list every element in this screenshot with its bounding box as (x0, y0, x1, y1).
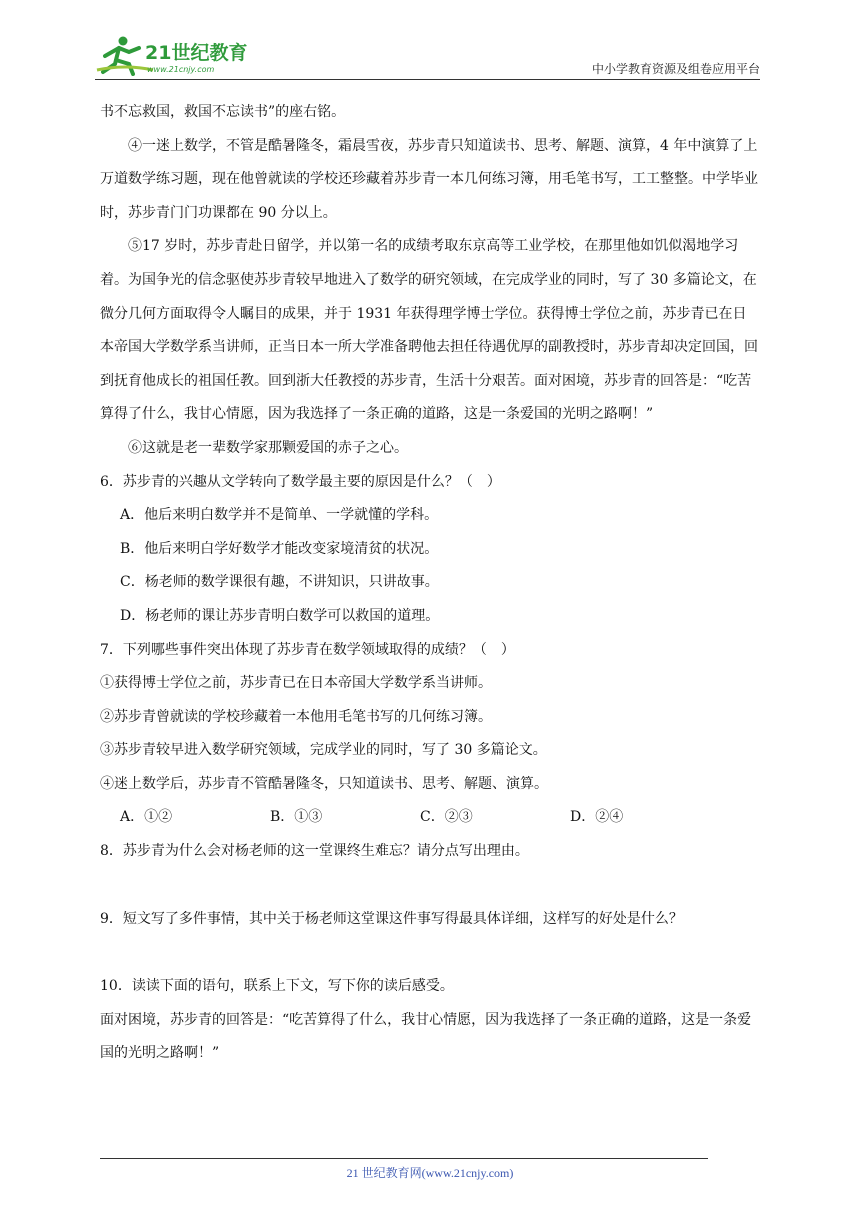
question-7-stem: 7．下列哪些事件突出体现了苏步青在数学领域取得的成绩？（ ） (100, 641, 515, 658)
question-6-option-d: D．杨老师的课让苏步青明白数学可以救国的道理。 (120, 607, 440, 624)
question-7-item-2: ②苏步青曾就读的学校珍藏着一本他用毛笔书写的几何练习簿。 (100, 708, 492, 725)
header-rule (95, 79, 760, 80)
svg-text:www.21cnjy.com: www.21cnjy.com (147, 65, 215, 74)
answer-space-8 (100, 869, 760, 903)
question-10-quote: 面对困境，苏步青的回答是：“吃苦算得了什么，我甘心情愿，因为我选择了一条正确的道路，这是一条爱国的光明之路啊！” (100, 1011, 752, 1062)
answer-space-9 (100, 936, 760, 970)
question-6-stem: 6．苏步青的兴趣从文学转向了数学最主要的原因是什么？（ ） (100, 473, 501, 490)
footer-text: 21 世纪教育网(www.21cnjy.com) (346, 1166, 514, 1180)
runner-logo-icon (95, 34, 265, 76)
passage-paragraph-5: ⑤17 岁时，苏步青赴日留学，并以第一名的成绩考取东京高等工业学校，在那里他如饥似渴地学习着。为国争光的信念驱使苏步青较早地进入了数学的研究领域，在完成学业的同时，写了 30 多篇论文，在微分几何方面取得令人瞩目的成果，并于 1931 年获得理学博士学位。获得博士学位之前，苏步青已在日本帝国大学数学系当讲师，正当日本一所大学准备聘他去担任待遇优厚的副教授时，苏步青却决定回国，回到抚育他成长的祖国任教。回到浙大任教授的苏步青，生活十分艰苦。面对困境，苏步青的回答是：“吃苦算得了什么，我甘心情愿，因为我选择了一条正确的道路，这是一条爱国的光明之路啊！” (100, 238, 758, 423)
question-10-stem: 10．读读下面的语句，联系上下文，写下你的读后感受。 (100, 978, 454, 995)
question-7-item-4: ④迷上数学后，苏步青不管酷暑隆冬，只知道读书、思考、解题、演算。 (100, 775, 548, 792)
question-7-choice-d: D．②④ (570, 809, 624, 826)
platform-name: 中小学教育资源及组卷应用平台 (591, 62, 760, 76)
passage-paragraph-4: ④一迷上数学，不管是酷暑隆冬，霜晨雪夜，苏步青只知道读书、思考、解题、演算，4 年中演算了上万道数学练习题，现在他曾就读的学校还珍藏着苏步青一本几何练习簿，用毛笔书写，工工整整。中学毕业时，苏步青门门功课都在 90 分以上。 (100, 137, 758, 221)
question-8-stem: 8．苏步青为什么会对杨老师的这一堂课终生难忘？请分点写出理由。 (100, 843, 529, 860)
passage-paragraph-6: ⑥这就是老一辈数学家那颗爱国的赤子之心。 (128, 439, 408, 456)
page-header (95, 30, 760, 80)
footer-rule (100, 1158, 708, 1159)
question-7-choices (100, 801, 760, 835)
question-7-item-3: ③苏步青较早进入数学研究领域，完成学业的同时，写了 30 多篇论文。 (100, 742, 547, 759)
question-7-item-1: ①获得博士学位之前，苏步青已在日本帝国大学数学系当讲师。 (100, 675, 492, 692)
passage-continuation: 书不忘救国，救国不忘读书”的座右铭。 (100, 104, 346, 120)
question-6-option-b: B．他后来明白学好数学才能改变家境清贫的状况。 (120, 540, 439, 557)
question-6-option-a: A．他后来明白数学并不是简单、一学就懂的学科。 (120, 507, 439, 524)
document-body (100, 96, 760, 1071)
question-7-choice-b: B．①③ (270, 809, 323, 826)
site-logo (95, 34, 265, 76)
question-7-choice-c: C．②③ (420, 809, 473, 826)
question-9-stem: 9．短文写了多件事情，其中关于杨老师这堂课这件事写得最具体详细，这样写的好处是什么？ (100, 910, 683, 927)
question-7-choice-a: A．①② (120, 809, 173, 826)
question-6-option-c: C．杨老师的数学课很有趣，不讲知识，只讲故事。 (120, 574, 439, 591)
svg-text:21世纪教育: 21世纪教育 (145, 42, 248, 64)
